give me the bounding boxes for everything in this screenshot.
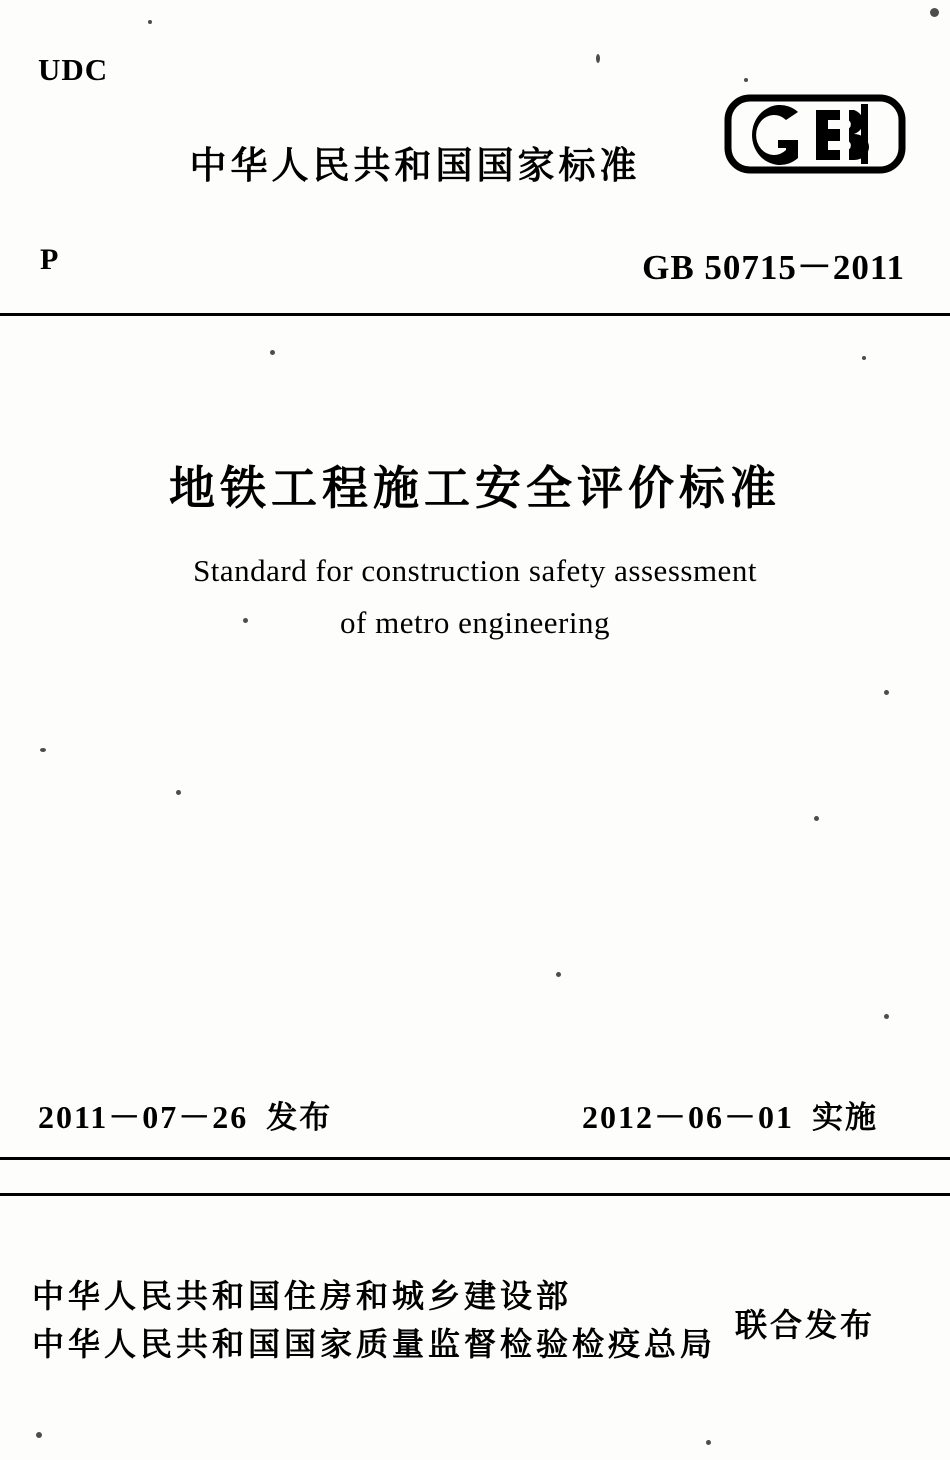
publisher-line-2: 中华人民共和国国家质量监督检验检疫总局: [32, 1325, 717, 1363]
scan-speck: [556, 972, 561, 977]
joint-issue-label: 联合发布: [735, 1306, 876, 1344]
gb-logo-icon: [720, 88, 910, 180]
scan-speck: [884, 1014, 889, 1019]
issue-date: 2011－07－26: [38, 1099, 249, 1135]
document-title-en-line1: Standard for construction safety assessment: [193, 553, 757, 588]
scan-speck: [706, 1440, 711, 1445]
scan-speck: [744, 78, 748, 82]
date-row: [0, 1092, 950, 1142]
document-title-cn: 地铁工程施工安全评价标准: [169, 461, 781, 515]
divider-top: [0, 313, 950, 316]
scan-speck: [862, 356, 866, 360]
issue-label: 发布: [266, 1100, 333, 1136]
issue-date-block: [38, 1092, 332, 1138]
scan-speck: [176, 790, 181, 795]
classification-mark: P: [40, 243, 59, 276]
document-title-en: [0, 545, 950, 649]
divider-lower: [0, 1193, 950, 1196]
divider-middle: [0, 1157, 950, 1160]
scan-speck: [270, 350, 275, 355]
scan-speck: [36, 1432, 42, 1438]
national-standard-header: 中华人民共和国国家标准: [189, 144, 641, 187]
scan-speck: [148, 20, 152, 24]
effective-label: 实施: [812, 1100, 879, 1136]
scan-speck: [884, 690, 889, 695]
scan-speck: [596, 54, 600, 63]
scan-speck: [930, 8, 939, 17]
scan-speck: [40, 748, 46, 752]
effective-date: 2012－06－01: [582, 1099, 795, 1135]
document-title-en-line2: of metro engineering: [340, 605, 610, 640]
scan-speck: [243, 618, 248, 623]
standard-number: GB 50715－2011: [642, 248, 905, 287]
udc-label: UDC: [38, 52, 109, 87]
publisher-line-1: 中华人民共和国住房和城乡建设部: [32, 1277, 573, 1315]
effective-date-block: [582, 1092, 878, 1138]
publisher-block: [32, 1272, 716, 1368]
scan-speck: [814, 816, 819, 821]
